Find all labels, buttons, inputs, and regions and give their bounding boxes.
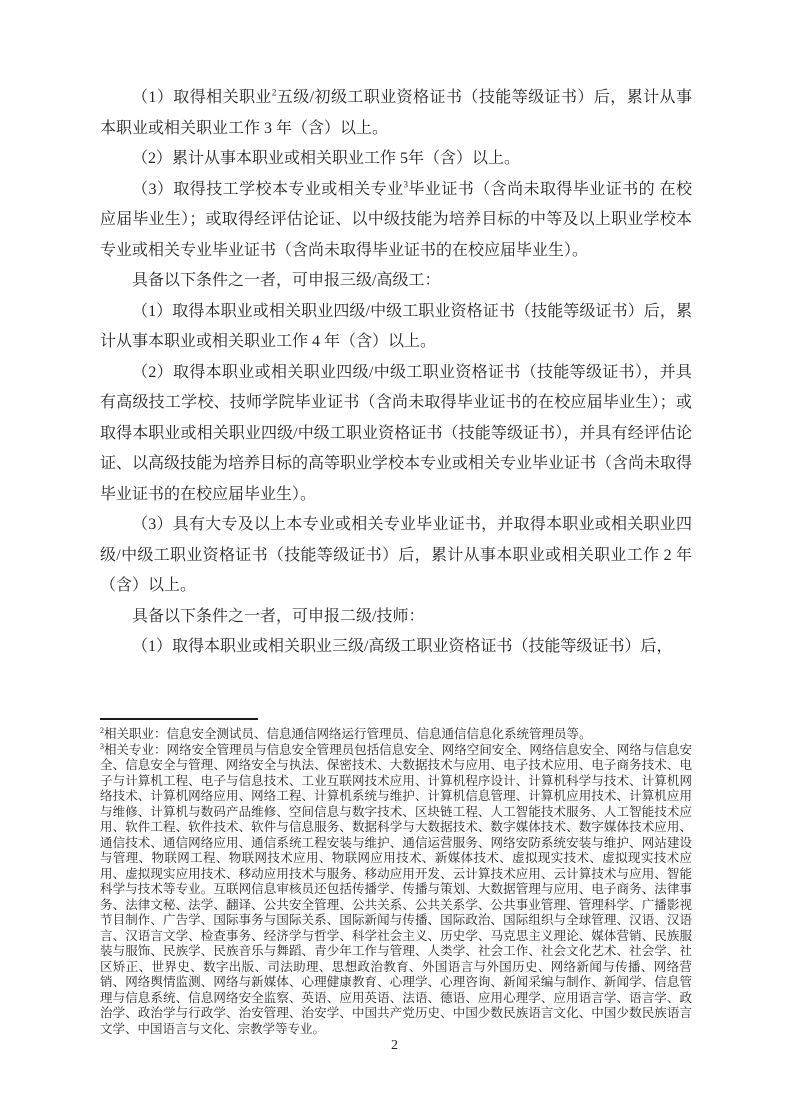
body-text bbox=[100, 83, 692, 663]
paragraph-text: （2）累计从事本职业或相关职业工作 5年（含）以上。 bbox=[132, 150, 521, 167]
footnote bbox=[100, 727, 692, 743]
footnote-marker: 2 bbox=[100, 725, 104, 735]
paragraph bbox=[100, 144, 692, 175]
paragraph bbox=[100, 510, 692, 602]
footnote-separator bbox=[100, 718, 258, 720]
paragraph-text: （1）取得相关职业 bbox=[132, 89, 272, 106]
paragraph-text: （1）取得本职业或相关职业三级/高级工职业资格证书（技能等级证书）后， bbox=[132, 638, 673, 655]
paragraph bbox=[100, 632, 692, 663]
page-number: 2 bbox=[391, 1038, 398, 1053]
footnote-text: 相关专业：网络安全管理员与信息安全管理员包括信息安全、网络空间安全、网络信息安全、网络与信息安全、信息安全与管理、网络安全与执法、保密技术、大数据技术与应用、电子技术应用、电子商务技术、电子与计算机工程、电子与信息技术、工业互联网技术应用、计算机程序设计、计算机科学与技术、计算机网络技术、计算机网络应用、网络工程、计算机系统与维护、计算机信息管理、计算机应用技术、计算机应用与维修、计算机与数码产品维修、空间信息与数字技术、区块链工程、人工智能技术服务、人工智能技术应用、软件工程、软件技术、软件与信息服务、数据科学与大数据技术、数字媒体技术、数字媒体技术应用、通信技术、通信网络应用、通信系统工程安装与维护、通信运营服务、网络安防系统安装与维护、网站建设与管理、物联网工程、物联网技术应用、物联网应用技术、新媒体技术、虚拟现实技术、虚拟现实技术应用、虚拟现实应用技术、移动应用技术与服务、移动应用开发、云计算技术应用、云计算技术与应用、智能科学与技术等专业。互联网信息审核员还包括传播学、传播与策划、大数据管理与应用、电子商务、法律事务、法律文秘、法学、翻译、公共安全管理、公共关系、公共关系学、公共事业管理、管理科学、广播影视节目制作、广告学、国际事务与国际关系、国际新闻与传播、国际政治、国际组织与全球管理、汉语、汉语言、汉语言文学、检查事务、经济学与哲学、科学社会主义、历史学、马克思主义理论、媒体营销、民族服装与服饰、民族学、民族音乐与舞蹈、青少年工作与管理、人类学、社会工作、社会文化艺术、社会学、社区矫正、世界史、数字出版、司法助理、思想政治教育、外国语言与外国历史、网络新闻与传播、网络营销、网络舆情监测、网络与新媒体、心理健康教育、心理学、心理咨询、新闻采编与制作、新闻学、信息管理与信息系统、信息网络安全监察、英语、应用英语、法语、德语、应用心理学、应用语言学、语言学、政治学、政治学与行政学、治安管理、治安学、中国共产党历史、中国少数民族语言文化、中国少数民族语言文学、中国语言与文化、宗教学等专业。 bbox=[100, 742, 692, 1036]
paragraph bbox=[100, 83, 692, 144]
paragraph bbox=[100, 358, 692, 511]
paragraph-text: （1）取得本职业或相关职业四级/中级工职业资格证书（技能等级证书）后，累计从事本职业或相关职业工作 4 年（含）以上。 bbox=[100, 302, 692, 350]
footnote-reference: 3 bbox=[403, 179, 409, 190]
paragraph-text: 具备以下条件之一者，可申报二级/技师： bbox=[132, 607, 425, 625]
paragraph-text: 五级/初级工职业资格证书（技能等级证书）后，累计从事本职业或相关职业工作 3 年（含）以上。 bbox=[100, 89, 692, 137]
paragraph bbox=[100, 602, 692, 633]
paragraph bbox=[100, 175, 692, 267]
paragraph-text: （2）取得本职业或相关职业四级/中级工职业资格证书（技能等级证书），并具有高级技工学校、技师学院毕业证书（含尚未取得毕业证书的在校应届毕业生）；或取得本职业或相关职业四级/中级工职业资格证书（技能等级证书），并具有经评估论证、以高级技能为培养目标的高等职业学校本专业或相关专业毕业证书（含尚未取得毕业证书的在校应届毕业生）。 bbox=[100, 363, 693, 503]
footnote-reference: 2 bbox=[271, 87, 277, 98]
paragraph bbox=[100, 266, 692, 297]
footnotes bbox=[100, 727, 692, 1037]
footnote-text: 相关职业：信息安全测试员、信息通信网络运行管理员、信息通信信息化系统管理员等。 bbox=[104, 727, 592, 741]
paragraph-text: （3）具有大专及以上本专业或相关专业毕业证书，并取得本职业或相关职业四级/中级工职业资格证书（技能等级证书）后，累计从事本职业或相关职业工作 2 年（含）以上。 bbox=[100, 516, 692, 594]
footnote bbox=[100, 743, 692, 1038]
paragraph-text: （3）取得技工学校本专业或相关专业 bbox=[132, 180, 404, 198]
paragraph bbox=[100, 297, 692, 358]
paragraph-text: 具备以下条件之一者，可申报三级/高级工： bbox=[132, 272, 441, 289]
footnote-marker: 3 bbox=[100, 741, 104, 751]
paragraph-text: 毕业证书（含尚未取得毕业证书的 在校应届毕业生）；或取得经评估论证、以中级技能为培养目标的中等及以上职业学校本专业或相关专业毕业证书（含尚未取得毕业证书的在校应届毕业生）。 bbox=[100, 180, 692, 259]
